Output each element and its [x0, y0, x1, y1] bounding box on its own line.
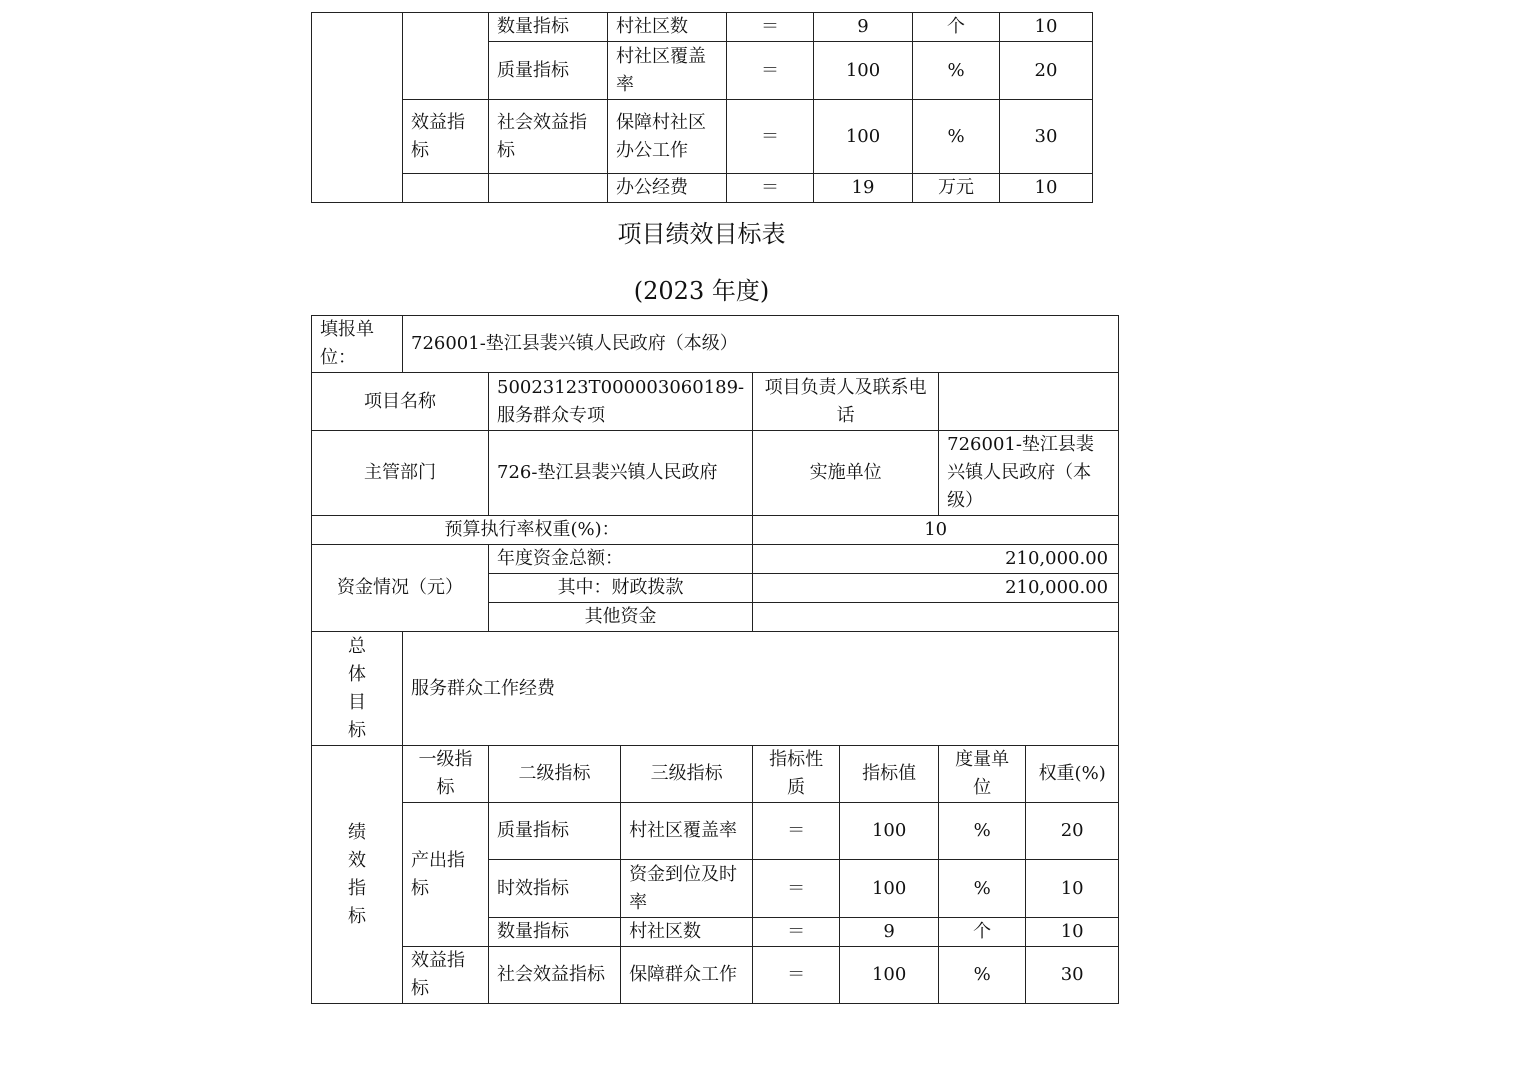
- table-row: [312, 316, 1119, 373]
- operator-cell: ＝: [753, 947, 840, 1004]
- table-row: [312, 13, 1093, 42]
- perf-indicator-label: 绩效指标: [312, 746, 403, 1004]
- project-name-label: 项目名称: [312, 373, 489, 431]
- project-leader-label: 项目负责人及联系电话: [753, 373, 939, 431]
- blank-cell: [489, 174, 608, 203]
- impl-unit-value: 726001-垫江县裴兴镇人民政府（本级）: [939, 431, 1119, 516]
- weight-cell: 30: [1026, 947, 1119, 1004]
- header-level3: 三级指标: [621, 746, 753, 803]
- unit-cell: %: [939, 803, 1026, 860]
- header-level1: 一级指标: [403, 746, 489, 803]
- table-row: [312, 746, 1119, 803]
- header-nature: 指标性质: [753, 746, 840, 803]
- operator-cell: ＝: [753, 918, 840, 947]
- weight-cell: 20: [1000, 42, 1093, 100]
- fill-unit-label: 填报单位：: [312, 316, 403, 373]
- level2-cell: 数量指标: [489, 13, 608, 42]
- unit-cell: %: [939, 947, 1026, 1004]
- table-row: [312, 174, 1093, 203]
- funds-other-value: [753, 603, 1119, 632]
- funds-fiscal-value: 210,000.00: [753, 574, 1119, 603]
- value-cell: 100: [840, 947, 939, 1004]
- funds-total-value: 210,000.00: [753, 545, 1119, 574]
- value-cell: 100: [840, 860, 939, 918]
- table-row: [312, 632, 1119, 746]
- impl-unit-label: 实施单位: [753, 431, 939, 516]
- level3-cell: 村社区覆盖率: [621, 803, 753, 860]
- table-row: [312, 516, 1119, 545]
- weight-cell: 10: [1000, 13, 1093, 42]
- value-cell: 100: [840, 803, 939, 860]
- level2-cell: 质量指标: [489, 42, 608, 100]
- budget-rate-label: 预算执行率权重(%)：: [312, 516, 753, 545]
- level3-cell: 保障群众工作: [621, 947, 753, 1004]
- dept-value: 726-垫江县裴兴镇人民政府: [489, 431, 753, 516]
- level1-cell: 效益指标: [403, 100, 489, 174]
- level1-cell: 效益指标: [403, 947, 489, 1004]
- overall-goal-label: 总体目标: [312, 632, 403, 746]
- page-subtitle: (2023 年度): [633, 277, 770, 305]
- funds-label: 资金情况（元）: [312, 545, 489, 632]
- weight-cell: 10: [1026, 918, 1119, 947]
- header-level2: 二级指标: [489, 746, 621, 803]
- table-row: [312, 100, 1093, 174]
- table-row: [312, 373, 1119, 431]
- blank-cell: [403, 13, 489, 100]
- level3-cell: 资金到位及时率: [621, 860, 753, 918]
- header-unit: 度量单位: [939, 746, 1026, 803]
- level3-cell: 村社区数: [621, 918, 753, 947]
- level2-cell: 社会效益指标: [489, 100, 608, 174]
- level2-cell: 时效指标: [489, 860, 621, 918]
- operator-cell: ＝: [753, 803, 840, 860]
- table-row: [312, 803, 1119, 860]
- unit-cell: %: [939, 860, 1026, 918]
- value-cell: 100: [814, 100, 913, 174]
- operator-cell: ＝: [727, 13, 814, 42]
- level1-cell: 产出指标: [403, 803, 489, 947]
- funds-total-label: 年度资金总额：: [489, 545, 753, 574]
- project-leader-value: [939, 373, 1119, 431]
- weight-cell: 20: [1026, 803, 1119, 860]
- weight-cell: 30: [1000, 100, 1093, 174]
- project-name-value: 50023123T000003060189-服务群众专项: [489, 373, 753, 431]
- value-cell: 9: [814, 13, 913, 42]
- level2-cell: 质量指标: [489, 803, 621, 860]
- level3-cell: 办公经费: [608, 174, 727, 203]
- blank-cell: [403, 174, 489, 203]
- fill-unit-value: 726001-垫江县裴兴镇人民政府（本级）: [403, 316, 1119, 373]
- continued-indicator-table: [311, 12, 1093, 203]
- table-row: [312, 545, 1119, 574]
- blank-cell: [312, 13, 403, 203]
- level2-cell: 数量指标: [489, 918, 621, 947]
- level3-cell: 村社区数: [608, 13, 727, 42]
- weight-cell: 10: [1000, 174, 1093, 203]
- table-row: [312, 947, 1119, 1004]
- unit-cell: 万元: [913, 174, 1000, 203]
- unit-cell: %: [913, 42, 1000, 100]
- level3-cell: 保障村社区办公工作: [608, 100, 727, 174]
- table-row: [312, 431, 1119, 516]
- budget-rate-value: 10: [753, 516, 1119, 545]
- value-cell: 19: [814, 174, 913, 203]
- operator-cell: ＝: [727, 100, 814, 174]
- level2-cell: 社会效益指标: [489, 947, 621, 1004]
- operator-cell: ＝: [753, 860, 840, 918]
- performance-target-table: [311, 315, 1119, 1004]
- operator-cell: ＝: [727, 174, 814, 203]
- header-weight: 权重(%): [1026, 746, 1119, 803]
- unit-cell: 个: [939, 918, 1026, 947]
- unit-cell: %: [913, 100, 1000, 174]
- value-cell: 100: [814, 42, 913, 100]
- operator-cell: ＝: [727, 42, 814, 100]
- value-cell: 9: [840, 918, 939, 947]
- level3-cell: 村社区覆盖率: [608, 42, 727, 100]
- page-title: 项目绩效目标表: [617, 220, 786, 248]
- funds-other-label: 其他资金: [489, 603, 753, 632]
- funds-fiscal-label: 其中：财政拨款: [489, 574, 753, 603]
- dept-label: 主管部门: [312, 431, 489, 516]
- header-value: 指标值: [840, 746, 939, 803]
- weight-cell: 10: [1026, 860, 1119, 918]
- unit-cell: 个: [913, 13, 1000, 42]
- overall-goal-value: 服务群众工作经费: [403, 632, 1119, 746]
